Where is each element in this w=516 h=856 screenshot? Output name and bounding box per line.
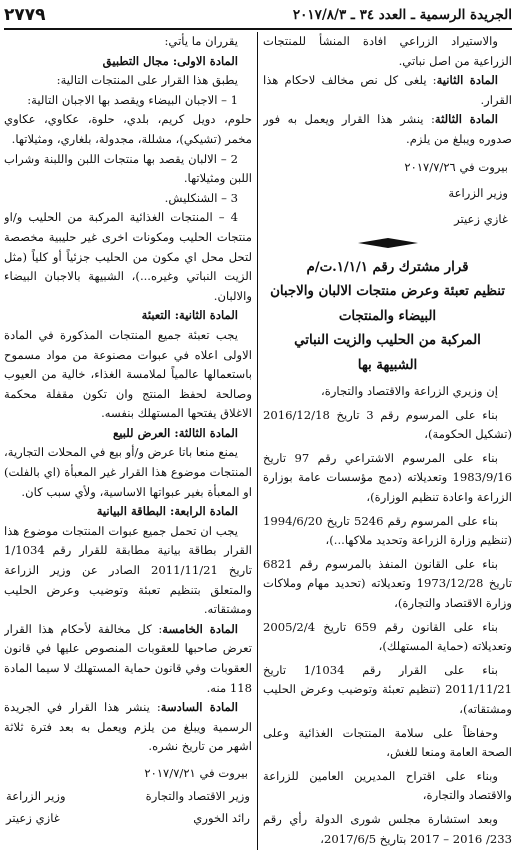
article-text: : ينشر هذا القرار في الجريدة الرسمية ويبلغ من يلزم ويعمل به بعد فترة ثلاثة اشهر من تاريخ نشره. — [4, 700, 252, 754]
article-3-text: يمنع منعا باتا عرض و/أو بيع في المحلات التجارية، المنتجات موضوع هذا القرار غير المعبأة (اي بالفلت) او المعبأة بغير عبواتها الاساسية، ولأي سبب كان. — [4, 445, 252, 499]
considering-clause: بناء على المرسوم رقم 5246 تاريخ 1994/6/20 (تنظيم وزارة الزراعة وتحديد ملاكها...)، — [263, 513, 512, 548]
paragraph: والاستيراد الزراعي افادة المنشأ للمنتجات الزراعية من اصل نباتي. — [263, 34, 512, 68]
considering-clause: وحفاظاً على سلامة المنتجات الغذائية وعلى الصحة العامة ومنعا للغش، — [263, 725, 512, 760]
place-date: بيروت في ٢٠١٧/٧/٢٦ — [404, 159, 508, 174]
article-4-text: يجب ان تحمل جميع عبوات المنتجات موضوع هذا القرار بطاقة بيانية مطابقة للقرار رقم 1/1034 تاريخ 2011/11/21 الصادر عن وزير الزراعة والمتعلق بتنظيم تعبئة وتوضيب وعرض الحليب ومشتقاته. — [4, 523, 252, 617]
considering-clause: بناء على المرسوم رقم 3 تاريخ 2016/12/18 (تشكيل الحكومة)، — [263, 407, 512, 442]
considering-clause: بناء على القانون المنفذ بالمرسوم رقم 6821 تاريخ 1973/12/28 وتعديلاته (تحديد مهام وملاكات وزارة الاقتصاد والتجارة)، — [263, 556, 512, 610]
article-5 — [4, 620, 252, 698]
article-4-heading: المادة الرابعة: البطاقة البيانية — [96, 504, 238, 519]
page-number: ٢٧٧٩ — [4, 5, 46, 25]
article-1-item: 3 – الشنكليش. — [164, 190, 238, 205]
article-2-text: يجب تعبئة جميع المنتجات المذكورة في المادة الاولى اعلاه في عبوات مصنوعة من مواد مسموح باستعمالها عالمياً لملامسة الغذاء، خالية من العيوب وصالحة لحفظ المنتج وان تكون مقفلة محكمة الاغلاق يفتحها المستهلك بنفسه. — [4, 327, 252, 421]
article-3-heading: المادة الثالثة: العرض للبيع — [113, 425, 238, 440]
article-text: : كل مخالفة لأحكام هذا القرار تعرض صاحبها للعقوبات المنصوص عليها في قانون العقوبات وفي قانون حماية المستهلك لا سيما المادة 118 منه. — [4, 621, 252, 695]
right-column — [263, 32, 512, 856]
considering-clause: بناء على القرار رقم 1/1034 تاريخ 2011/11/21 (تنظيم تعبئة وتوضيب وعرض الحليب ومشتقاته)، — [263, 662, 512, 716]
article-text: : يلغى كل نص مخالف لاحكام هذا القرار. — [263, 73, 512, 107]
economy-minister-title: وزير الاقتصاد والتجارة — [145, 788, 250, 803]
considering-clause: وبعد استشارة مجلس شورى الدولة رأي رقم 233/ 2016 – 2017 بتاريخ 2017/6/5، — [263, 811, 512, 846]
article-label: المادة السادسة — [160, 700, 239, 715]
decides-line: يقرران ما يأتي: — [164, 34, 238, 48]
decision-subtitle: المركبة من الحليب والزيت النباتي — [294, 333, 481, 349]
article-label: المادة الثالثة — [434, 112, 498, 127]
article-1-intro: يطبق هذا القرار على المنتجات التالية: — [56, 73, 238, 88]
article-1-item: 1 – الاجبان البيضاء ويقصد بها الاجبان التالية: — [27, 92, 238, 107]
decision-subtitle: تنظيم تعبئة وعرض منتجات الالبان والاجبان — [270, 284, 505, 300]
article-2 — [263, 71, 512, 110]
article-1-item: 4 – المنتجات الغذائية المركبة من الحليب و/او منتجات الحليب ومكونات اخرى غير حليبية مخصصة لتحل محل اي مكون من الحليب جزئياً أو كلياً (مثل الزيت النباتي وغيره...)، الشبيهة بالاجبان البيضاء والالبان. — [4, 210, 252, 303]
article-text: : ينشر هذا القرار ويعمل به فور صدوره ويبلغ من يلزم. — [263, 112, 512, 146]
considering-clause: بناء على القانون رقم 659 تاريخ 2005/2/4 وتعديلاته (حماية المستهلك)، — [263, 619, 512, 654]
article-2-heading: المادة الثانية: التعبئة — [141, 308, 238, 323]
gazette-title: الجريدة الرسمية ـ العدد ٣٤ ـ ٢٠١٧/٨/٣ — [292, 7, 512, 23]
decision-subtitle: البيضاء والمنتجات — [338, 308, 437, 324]
article-1-item: 2 – الالبان يقصد بها منتجات اللبن واللبنة وشراب اللبن ومثيلاتها. — [4, 151, 252, 186]
article-1-heading: المادة الاولى: مجال التطبيق — [102, 53, 238, 68]
article-3 — [263, 110, 512, 149]
minister-title: وزير الزراعة — [448, 185, 508, 200]
ornament-divider — [263, 238, 512, 248]
column-divider — [257, 32, 258, 850]
signature-names — [4, 807, 252, 829]
article-6 — [4, 698, 252, 757]
decision-title: قرار مشترك رقم ١/١/١.ت/م — [306, 259, 469, 275]
decision-subtitle: الشبيهة بها — [357, 357, 418, 373]
place-date: بيروت في ٢٠١٧/٧/٢١ — [144, 765, 248, 780]
article-label: المادة الثانية — [436, 73, 498, 88]
article-label: المادة الخامسة — [162, 621, 238, 636]
minister-name: غازي زعيتر — [454, 211, 508, 226]
signature-titles — [4, 785, 252, 807]
considering-clause: وبناء على اقتراح المديرين العامين للزراعة والاقتصاد والتجارة، — [263, 768, 512, 803]
left-column — [4, 32, 252, 856]
page-header — [4, 2, 512, 30]
agriculture-minister-name: غازي زعيتر — [6, 810, 60, 825]
article-1-item-desc: حلوم، دويل كريم، بلدي، حلوة، عكاوي، عكاوي مخمر (تشيكي)، مشللة، مجدولة، بلغاري، ومثيلاتها. — [4, 112, 252, 146]
intro-line: إن وزيري الزراعة والاقتصاد والتجارة، — [321, 384, 498, 399]
economy-minister-name: رائد الخوري — [193, 810, 250, 825]
considering-clause: بناء على المرسوم الاشتراعي رقم 97 تاريخ 1983/9/16 وتعديلاته (دمج مؤسسات عامة بوزارة الزراعة واعادة تنظيم الوزارة)، — [263, 450, 512, 505]
agriculture-minister-title: وزير الزراعة — [6, 788, 66, 803]
